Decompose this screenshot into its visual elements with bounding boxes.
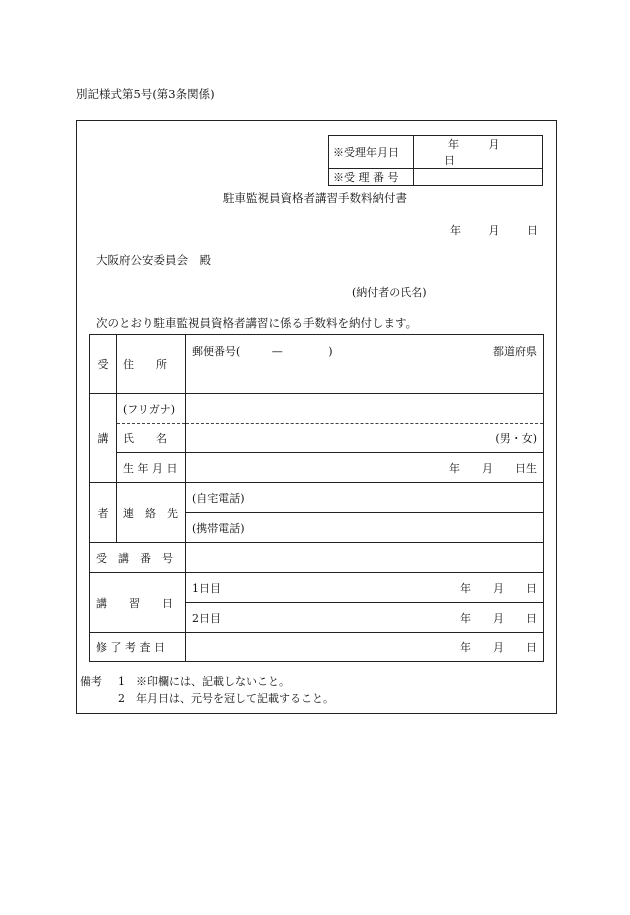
prefecture-label: 都道府県 [493, 345, 537, 358]
receipt-number-label: ※受 理 番 号 [329, 169, 414, 186]
day1-date: 年 月 日 [460, 581, 537, 595]
receipt-table [328, 135, 543, 186]
mobile-phone-field[interactable] [186, 513, 544, 543]
applicant-char-3: 者 [90, 483, 117, 543]
course-number-label: 受 講 番 号 [90, 543, 186, 573]
postal-close: ) [328, 345, 333, 358]
document-title: 駐車監視員資格者講習手数料納付書 [223, 191, 407, 205]
exam-date-field[interactable] [186, 633, 544, 662]
name-label: 氏 名 [117, 424, 186, 453]
day2-date: 年 月 日 [460, 611, 537, 625]
exam-date-value: 年 月 日 [460, 641, 537, 654]
applicant-char-1: 受 [90, 335, 117, 394]
payer-name-label: (納付者の氏名) [352, 286, 427, 299]
course-number-field[interactable] [186, 543, 544, 573]
birthdate-value: 年 月 日生 [449, 461, 537, 475]
course-day1-field[interactable] [186, 573, 544, 603]
furigana-label: (フリガナ) [117, 394, 186, 424]
home-phone-field[interactable] [186, 483, 544, 513]
exam-date-label: 修 了 考 査 日 [90, 633, 186, 662]
mobile-phone-label: (携帯電話) [192, 521, 245, 535]
address-label: 住 所 [117, 335, 186, 394]
receipt-day: 日 [444, 154, 455, 167]
notes-item-2: 2 年月日は、元号を冠して記載すること。 [118, 692, 334, 705]
course-day2-field[interactable] [186, 603, 544, 633]
notes-head: 備考 [80, 675, 102, 688]
course-day-label: 講 習 日 [90, 573, 186, 633]
form-number: 別記様式第5号(第3条関係) [76, 87, 215, 101]
day2-label: 2日目 [192, 611, 221, 625]
receipt-year: 年 [448, 138, 459, 151]
intro-text: 次のとおり駐車監視員資格者講習に係る手数料を納付します。 [96, 316, 418, 330]
furigana-field[interactable] [186, 394, 544, 424]
receipt-date-label: ※受理年月日 [329, 136, 414, 169]
address-field[interactable] [186, 335, 544, 394]
notes-item-1: 1 ※印欄には、記載しないこと。 [118, 675, 290, 688]
name-field[interactable] [186, 424, 544, 453]
addressee: 大阪府公安委員会 殿 [96, 253, 211, 267]
submission-date[interactable]: 年 月 日 [450, 224, 538, 237]
receipt-date-field[interactable] [414, 136, 543, 169]
contact-label: 連 絡 先 [117, 483, 186, 543]
birthdate-label: 生 年 月 日 [117, 453, 186, 483]
application-table [89, 334, 544, 662]
applicant-char-2: 講 [90, 394, 117, 483]
gender-choice[interactable]: (男・女) [495, 432, 537, 445]
day1-label: 1日目 [192, 581, 221, 595]
birthdate-field[interactable] [186, 453, 544, 483]
postal-label: 郵便番号( [192, 345, 241, 358]
home-phone-label: (自宅電話) [192, 491, 245, 505]
receipt-number-field[interactable] [414, 169, 543, 186]
postal-dash: — [271, 345, 283, 358]
receipt-month: 月 [488, 138, 500, 151]
